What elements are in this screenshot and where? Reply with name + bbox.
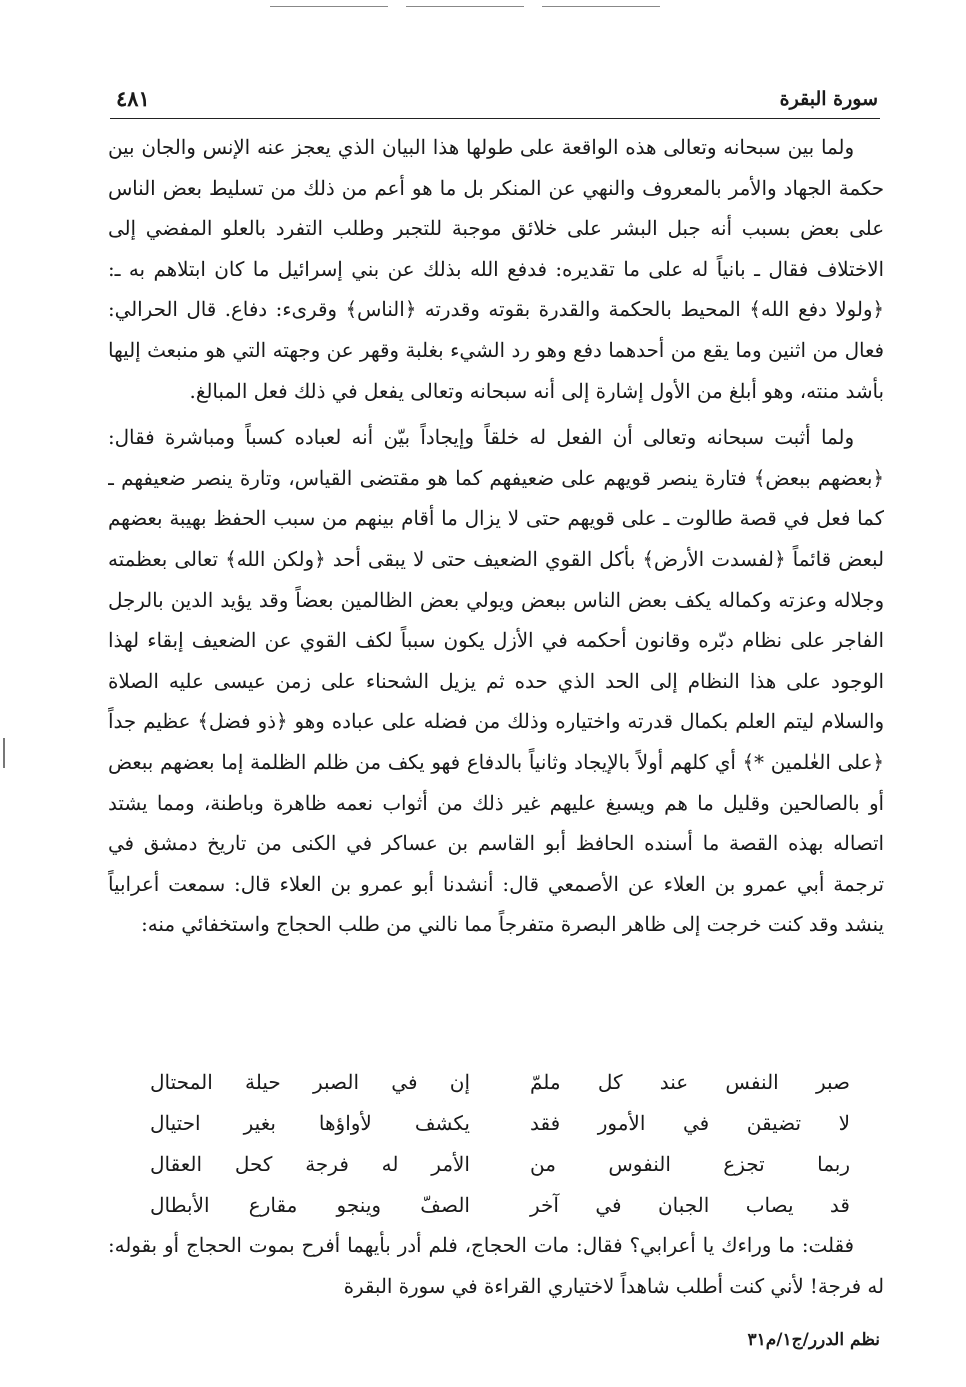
verse-first-hemistich: ربما تجزع النفوس من	[530, 1152, 850, 1176]
signature-footer: نظم الدرر/ج١/م٣١	[747, 1330, 880, 1350]
paragraph: فقلت: ما وراءك يا أعرابي؟ فقال: مات الحجاج، فلم أدر بأيهما أفرح بموت الحجاج أو بقوله: له فرجة! لأني كنت أطلب شاهداً لاختياري القراءة في سورة البقرة	[108, 1234, 884, 1298]
verse-first-hemistich: قد يصاب الجبان في آخر	[530, 1193, 850, 1217]
top-crop-marks	[270, 6, 660, 8]
poem-verse	[150, 1185, 850, 1226]
after-poem-text	[108, 1226, 884, 1307]
poem-verse	[150, 1103, 850, 1144]
verse-first-hemistich: لا تضيقن في الأمور فقد	[530, 1111, 850, 1135]
crop-mark	[542, 6, 660, 7]
surah-title: سورة البقرة	[779, 88, 878, 110]
page-number: ٤٨١	[116, 86, 150, 111]
margin-mark	[3, 738, 5, 768]
crop-mark	[406, 6, 524, 7]
poem	[150, 1062, 850, 1226]
poem-verse	[150, 1062, 850, 1103]
paragraph: ولما أثبت سبحانه وتعالى أن الفعل له خلقاً وإيجاداً بيّن أنه لعباده كسباً ومباشرة فقال: ﴿بعضهم ببعض﴾ فتارة ينصر قويهم على ضعيفهم كما هو مقتضى القياس، وتارة ينصر ضعيفهم ـ كما فعل في قصة طالوت ـ على قويهم حتى لا يزال ما أقام بينهم من سبب الحفظ بهيبة بعضهم لبعض قائماً ﴿لفسدت الأرض﴾ بأكل القوي الضعيف حتى لا يبقى أحد ﴿ولكن الله﴾ تعالى بعظمته وجلاله وعزته وكماله يكف بعض الناس ببعض ويولي بعض الظالمين بعضاً وقد يؤيد الدين بالرجل الفاجر على نظام دبّره وقانون أحكمه في الأزل يكون سبباً لكف القوي عن الضعيف إبقاء لهذا الوجود على هذا النظام إلى الحد الذي حده ثم يزيل الشحناء على زمن عيسى عليه الصلاة والسلام ليتم العلم بكمال قدرته واختياره وذلك من فضله على عباده وهو ﴿ذو فضل﴾ عظيم جداً ﴿على العٰلمين *﴾ أي كلهم أولاً بالإيجاد وثانياً بالدفاع فهو يكف من ظلم الظلمة إما بعضهم ببعض أو بالصالحين وقليل ما هم ويسبغ عليهم غير ذلك من أثواب نعمه ظاهرة وباطنة، ومما يشتد اتصاله بهذه القصة ما أسنده الحافظ أبو القاسم بن عساكر في الكنى من تاريخ دمشق في ترجمة أبي عمرو بن العلاء عن الأصمعي قال: أنشدنا أبو عمرو بن العلاء قال: سمعت أعرابياً ينشد وقد كنت خرجت إلى ظاهر البصرة متفرجاً مما نالني من طلب الحجاج واستخفائي منه:	[108, 426, 884, 937]
verse-second-hemistich: إن في الصبر حيلة المحتال	[150, 1070, 470, 1094]
verse-second-hemistich: يكشف لأواؤها بغير احتيال	[150, 1111, 470, 1135]
verse-second-hemistich: الأمر له فرجة كحل العقال	[150, 1152, 470, 1176]
verse-second-hemistich: الصفّ وينجو مقارع الأبطال	[150, 1193, 470, 1217]
crop-mark	[270, 6, 388, 7]
poem-verse	[150, 1144, 850, 1185]
page-header	[110, 82, 880, 119]
main-text	[108, 128, 884, 1058]
verse-first-hemistich: صبر النفس عند كل ملمّ	[530, 1070, 850, 1094]
paragraph: ولما بين سبحانه وتعالى هذه الواقعة على طولها هذا البيان الذي يعجز عنه الإنس والجان بين حكمة الجهاد والأمر بالمعروف والنهي عن المنكر بل ما هو أعم من ذلك من تسليط بعض الناس على بعض بسبب أنه جبل البشر على خلائق موجبة للتجبر وطلب التفرد بالعلو المفضي إلى الاختلاف فقال ـ بانياً له على ما تقديره: فدفع الله بذلك عن بني إسرائيل ما كان ابتلاهم به ـ: ﴿ولولا دفع الله﴾ المحيط بالحكمة والقدرة بقوته وقدرته ﴿الناس﴾ وقرىء: دفاع. قال الحرالي: فعال من اثنين وما يقع من أحدهما دفع وهو رد الشيء بغلبة وقهر عن وجهته التي هو منبعث إليها بأشد منته، وهو أبلغ من الأول إشارة إلى أنه سبحانه وتعالى يفعل في ذلك فعل المبالغ.	[108, 136, 884, 403]
